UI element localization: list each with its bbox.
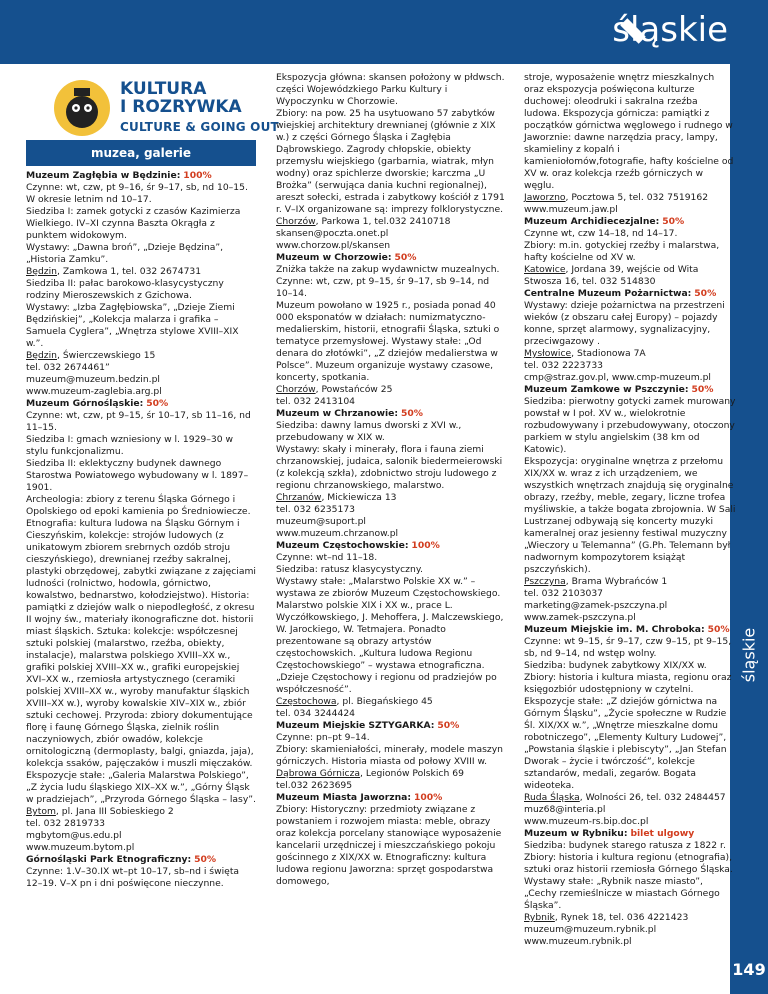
- side-label: śląskie: [739, 627, 759, 683]
- text-paragraph: Muzeum Miasta Jaworzna: 100%: [276, 792, 443, 803]
- text-paragraph: Wystawy: „Dawna broń”, „Dzieje Będzina”, „Historia Zamku”.: [26, 242, 224, 265]
- text-paragraph: tel. 032 6235173: [276, 504, 356, 515]
- text-paragraph: www.muzeum.rybnik.pl: [524, 936, 632, 947]
- column-1: [26, 170, 256, 890]
- text-paragraph: Muzeum w Chrzanowie: 50%: [276, 408, 423, 419]
- text-paragraph: Pszczyna, Brama Wybrańców 1: [524, 576, 668, 587]
- section-subtitle: CULTURE & GOING OUT: [120, 120, 279, 134]
- text-paragraph: Czynne: wt 9–15, śr 9–17, czw 9–15, pt 9–15, sb, nd 9–14, nd wstęp wolny.: [524, 636, 732, 659]
- text-paragraph: Będzin, Zamkowa 1, tel. 032 2674731: [26, 266, 202, 277]
- text-paragraph: Czynne: wt, czw, pt 9–15, śr 9–17, sb 9–14, nd 10–14.: [276, 276, 490, 299]
- text-paragraph: Muzeum w Rybniku: bilet ulgowy: [524, 828, 695, 839]
- text-paragraph: Muzeum Zamkowe w Pszczynie: 50%: [524, 384, 714, 395]
- text-paragraph: www.chorzow.pl/skansen: [276, 240, 391, 251]
- text-paragraph: Ekspozycja główna: skansen położony w płdwsch. części Wojewódzkiego Parku Kultury i Wypoczynku w Chorzowie.: [276, 72, 505, 107]
- text-paragraph: Jaworzno, Pocztowa 5, tel. 032 7519162: [524, 192, 709, 203]
- text-paragraph: www.muzeum.chrzanow.pl: [276, 528, 399, 539]
- text-paragraph: Siedziba: budynek zabytkowy XIX/XX w.: [524, 660, 707, 671]
- text-paragraph: muzeum@suport.pl: [276, 516, 366, 527]
- text-paragraph: Chorzów, Parkowa 1, tel.032 2410718: [276, 216, 451, 227]
- text-paragraph: Ekspozycja: oryginalne wnętrza z przełomu XIX/XX w. wraz z ich urządzeniem, we wszystkich wnętrzach znajdują się oryginalne obrazy, rzeźby, meble, zegary, liczne trofea myśliwskie, a także bogata zbrojownia. W Sali Lustrzanej odbywają się koncerty muzyki kameralnej oraz jesienny festiwal muzyczny „Wieczory u Telemanna” (G.Ph. Telemann był nadwornym kompozytorem książąt pszczyńskich).: [524, 456, 736, 575]
- text-paragraph: Mysłowice, Stadionowa 7A: [524, 348, 646, 359]
- category-bar: muzea, galerie: [26, 140, 256, 166]
- text-paragraph: Katowice, Jordana 39, wejście od Wita Stwosza 16, tel. 032 514830: [524, 264, 699, 287]
- text-paragraph: Zbiory: historia i kultura regionu (etnografia), sztuki oraz historii rzemiosła Górnego Śląska. Wystawy stałe: „Rybnik nasze miasto”, „Cechy rzemieślnicze w miastach Górnego Śląska”.: [524, 852, 733, 911]
- text-paragraph: Wystawy stałe: „Malarstwo Polskie XX w.” – wystawa ze zbiorów Muzeum Częstochowskiego. Malarstwo polskie XIX i XX w., prace L. Wyczółkowskiego, J. Mehoffera, J. Malczewskiego, W. Jarockiego, W. Tetmajera. Ponadto prezentowane są obrazy artystów częstochowskich. „Kultura ludowa Regionu Częstochowskiego” – wystawa etnograficzna. „Dzieje Częstochowy i regionu od pradziejów po współczesność”.: [276, 576, 504, 695]
- text-paragraph: Muzeum w Chorzowie: 50%: [276, 252, 417, 263]
- text-paragraph: Siedziba: budynek starego ratusza z 1822 r.: [524, 840, 726, 851]
- text-paragraph: Wystawy: dzieje pożarnictwa na przestrzeni wieków (z obszaru całej Europy) – pojazdy konne, sprzęt alarmowy, sygnalizacyjny, przeciwgazowy .: [524, 300, 725, 347]
- text-paragraph: Ekspozycje stałe: „Galeria Malarstwa Polskiego”, „Z życia ludu śląskiego XIX–XX w.”, „Górny Śląsk w pradziejach”, „Przyroda Górnego Śląska – lasy”.: [26, 770, 256, 805]
- text-paragraph: muzeum@muzeum.rybnik.pl: [524, 924, 657, 935]
- text-paragraph: muz68@interia.pl: [524, 804, 606, 815]
- text-paragraph: stroje, wyposażenie wnętrz mieszkalnych oraz ekspozycja poświęcona kulturze duchowej: oleodruki i sakralna rzeźba ludowa. Ekspozycja górnicza: pamiątki z początków górnictwa węglowego i rudnego w Jaworznie: dawne narzędzia pracy, lampy, skamieliny z kopalń i kamieniołomów,fotografie, hafty kościelne od XV w. oraz kolekcja rzeźb górniczych w węglu.: [524, 72, 734, 191]
- text-paragraph: tel. 032 2103037: [524, 588, 604, 599]
- text-paragraph: Zbiory: Historyczny: przedmioty związane z powstaniem i rozwojem miasta: meble, obrazy oraz kolekcja porcelany stanowiące wyposażenie kancelarii urzędniczej i mieszczańskiego pokoju gościnnego z XIX/XX w. Etnograficzny: kultura ludowa regionu Jaworzna: sprzęt gospodarstwa domowego,: [276, 804, 502, 887]
- text-paragraph: www.muzeum.jaw.pl: [524, 204, 618, 215]
- text-paragraph: Siedziba I: zamek gotycki z czasów Kazimierza Wielkiego. IV–XI czynna Baszta Okrągła z punktem widokowym.: [26, 206, 241, 241]
- column-2: [276, 72, 506, 888]
- text-paragraph: www.muzeum.bytom.pl: [26, 842, 135, 853]
- text-paragraph: Zbiory: m.in. gotyckiej rzeźby i malarstwa, hafty kościelne od XV w.: [524, 240, 720, 263]
- page-number: 149: [732, 960, 766, 979]
- text-paragraph: skansen@poczta.onet.pl: [276, 228, 389, 239]
- text-paragraph: Górnośląski Park Etnograficzny: 50%: [26, 854, 217, 865]
- text-paragraph: Ruda Śląska, Wolności 26, tel. 032 2484457: [524, 792, 726, 803]
- text-paragraph: Wystawy: „Izba Zagłębiowska”, „Dzieje Ziemi Będzińskiej”, „Kolekcja malarza i grafika – Samuela Cyglera”, „Wnętrza stylowe XVIII–XIX w.”.: [26, 302, 239, 349]
- text-paragraph: Muzeum Zagłębia w Będzinie: 100%: [26, 170, 212, 181]
- text-paragraph: Czynne: 1.V–30.IX wt–pt 10–17, sb–nd i święta 12–19. V–X pn i dni poświęcone nieczynne.: [26, 866, 240, 889]
- text-paragraph: Czynne: wt, czw, pt 9–16, śr 9–17, sb, nd 10–15. W okresie letnim nd 10–17.: [26, 182, 248, 205]
- text-paragraph: Czynne: wt–nd 11–18.: [276, 552, 378, 563]
- text-paragraph: Dąbrowa Górnicza, Legionów Polskich 69: [276, 768, 464, 779]
- text-paragraph: Będzin, Świerczewskiego 15: [26, 350, 156, 361]
- text-paragraph: muzeum@muzeum.bedzin.pl: [26, 374, 160, 385]
- text-paragraph: Zbiory: historia i kultura miasta, regionu oraz księgozbiór udostępniony w czytelni. Ekspozycje stałe: „Z dziejów górnictwa na Górnym Śląsku”, „Życie społeczne w Rudzie Śl. XIX/XX w.”, „Wnętrze mieszkalne domu robotniczego”, „Elementy Kultury Ludowej”, „Powstania śląskie i plebiscyty”, „Jan Stefan Dworak – życie i twórczość”, kolekcje sztandarów, medali, zegarów. Bogata wideoteka.: [524, 672, 732, 791]
- text-paragraph: Muzeum Miejskie im. M. Chroboka: 50%: [524, 624, 730, 635]
- region-title: śląskie: [612, 10, 728, 50]
- text-paragraph: Siedziba II: eklektyczny budynek dawnego Starostwa Powiatowego wybudowany w l. 1897–1901.: [26, 458, 249, 493]
- text-paragraph: Muzeum Częstochowskie: 100%: [276, 540, 440, 551]
- text-paragraph: marketing@zamek-pszczyna.pl: [524, 600, 668, 611]
- mascot-logo-icon: [52, 78, 112, 138]
- text-paragraph: Chorzów, Powstańców 25: [276, 384, 393, 395]
- text-paragraph: Czynne wt, czw 14–18, nd 14–17.: [524, 228, 678, 239]
- text-paragraph: Siedziba: dawny lamus dworski z XVI w., przebudowany w XIX w.: [276, 420, 462, 443]
- text-paragraph: tel. 032 2819733: [26, 818, 106, 829]
- text-paragraph: Siedziba I: gmach wzniesiony w l. 1929–30 w stylu funkcjonalizmu.: [26, 434, 233, 457]
- text-paragraph: Muzeum Górnośląskie: 50%: [26, 398, 169, 409]
- text-paragraph: Rybnik, Rynek 18, tel. 036 4221423: [524, 912, 689, 923]
- text-paragraph: Siedziba: pierwotny gotycki zamek murowany powstał w I poł. XV w., wielokrotnie rozbudowywany i przebudowywany, otoczony parkiem w stylu angielskim (38 km od Katowic).: [524, 396, 736, 455]
- text-paragraph: Siedziba II: pałac barokowo-klasycystyczny rodziny Mieroszewskich z Gzichowa.: [26, 278, 224, 301]
- text-paragraph: cmp@straz.gov.pl, www.cmp-muzeum.pl: [524, 372, 711, 383]
- text-paragraph: Muzeum Archidiecezjalne: 50%: [524, 216, 685, 227]
- text-paragraph: Bytom, pl. Jana III Sobieskiego 2: [26, 806, 174, 817]
- text-paragraph: Muzeum Miejskie SZTYGARKA: 50%: [276, 720, 460, 731]
- text-paragraph: www.zamek-pszczyna.pl: [524, 612, 636, 623]
- text-paragraph: Wystawy: skały i minerały, flora i fauna ziemi chrzanowskiej, judaica, salonik biedermeierowski (z kolekcją szkła), zdobnictwo stroju ludowego z regionu chrzanowskiego, malarstwo.: [276, 444, 503, 491]
- text-paragraph: Zniżka także na zakup wydawnictw muzealnych.: [276, 264, 500, 275]
- text-paragraph: tel. 032 2223733: [524, 360, 604, 371]
- text-paragraph: tel. 034 3244424: [276, 708, 356, 719]
- text-paragraph: www.muzeum-zaglebia.arg.pl: [26, 386, 162, 397]
- text-paragraph: Siedziba: ratusz klasycystyczny.: [276, 564, 423, 575]
- text-paragraph: tel.032 2623695: [276, 780, 353, 791]
- text-paragraph: Muzeum powołano w 1925 r., posiada ponad 40 000 eksponatów w działach: numizmatyczno-medalierskim, historii, etnografii Śląska, sztuki o tematyce przemysłowej. Wystawy stałe: „Od denara do złotówki”, „Z dziejów medalierstwa w Polsce”. Muzeum organizuje wystawy czasowe, koncerty, spotkania.: [276, 300, 500, 383]
- text-paragraph: Czynne: pn–pt 9–14.: [276, 732, 370, 743]
- text-paragraph: mgbytom@us.edu.pl: [26, 830, 122, 841]
- text-paragraph: Chrzanów, Mickiewicza 13: [276, 492, 397, 503]
- column-3: [524, 72, 736, 948]
- text-paragraph: Czynne: wt, czw, pt 9–15, śr 10–17, sb 11–16, nd 11–15.: [26, 410, 251, 433]
- text-paragraph: Częstochowa, pl. Biegańskiego 45: [276, 696, 433, 707]
- text-paragraph: tel. 032 2413104: [276, 396, 356, 407]
- text-paragraph: www.muzeum-rs.bip.doc.pl: [524, 816, 649, 827]
- text-paragraph: Archeologia: zbiory z terenu Śląska Górnego i Opolskiego od epoki kamienia po Średniowiecze. Etnografia: kultura ludowa na Śląsku Górnym i Cieszyńskim, kolekcje: strojów ludowych (z unikatowym zbiorem srebrnych ozdób stroju cieszyńskiego), drewnianej rzeźby sakralnej, plastyki obrzędowej, zabytki związane z zajęciami ludności (rolnictwo, hodowla, górnictwo, kowalstwo, bednarstwo, kołodziejstwo). Historia: pamiątki z dziejów walk o niepodległość, z okresu II wojny św., materiały ikonograficzne dot. historii miast śląskich. Sztuka: kolekcje: współczesnej sztuki polskiej (malarstwo, rzeźba, obiekty, instalacje), malarstwa polskiego XVIII–XX w., grafiki polskiej XVIII–XX w., grafiki europejskiej XVI–XX w., rzemiosła artystycznego (ceramiki polskiej XVIII–XX w., wyroby manufaktur śląskich XVIII–XX w.), wyroby kowalskie XIV–XIX w., zbiór sztuki cechowej. Przyroda: zbiory dokumentujące florę i faunę Górnego Śląska, zielnik roślin naczyniowych, zbiór owadów, kolekcje ornitologiczną (dermoplasty, balgi, gniazda, jaja), kolekcja ssaków, pajęczaków i muszli mięczaków.: [26, 494, 256, 769]
- text-paragraph: Zbiory: skamieniałości, minerały, modele maszyn górniczych. Historia miasta od połowy XVIII w.: [276, 744, 503, 767]
- section-title: KULTURA I ROZRYWKA: [120, 79, 242, 117]
- text-paragraph: Zbiory: na pow. 25 ha usytuowano 57 zabytków wiejskiej architektury drewnianej (głównie z XIX w.) z części Górnego Śląska i Zagłębia Dąbrowskiego. Zagrody chłopskie, obiekty przemysłu wiejskiego (garbarnia, wiatrak, młyn wodny) oraz spichlerze dworskie; karczma „U Brożka” (serwująca dania kuchni regionalnej), areszt sołecki, estrada i zabytkowy kościół z 1791 r. V–IX organizowane są: imprezy folklorystyczne.: [276, 108, 505, 215]
- text-paragraph: Centralne Muzeum Pożarnictwa: 50%: [524, 288, 717, 299]
- text-paragraph: tel. 032 2674461”: [26, 362, 110, 373]
